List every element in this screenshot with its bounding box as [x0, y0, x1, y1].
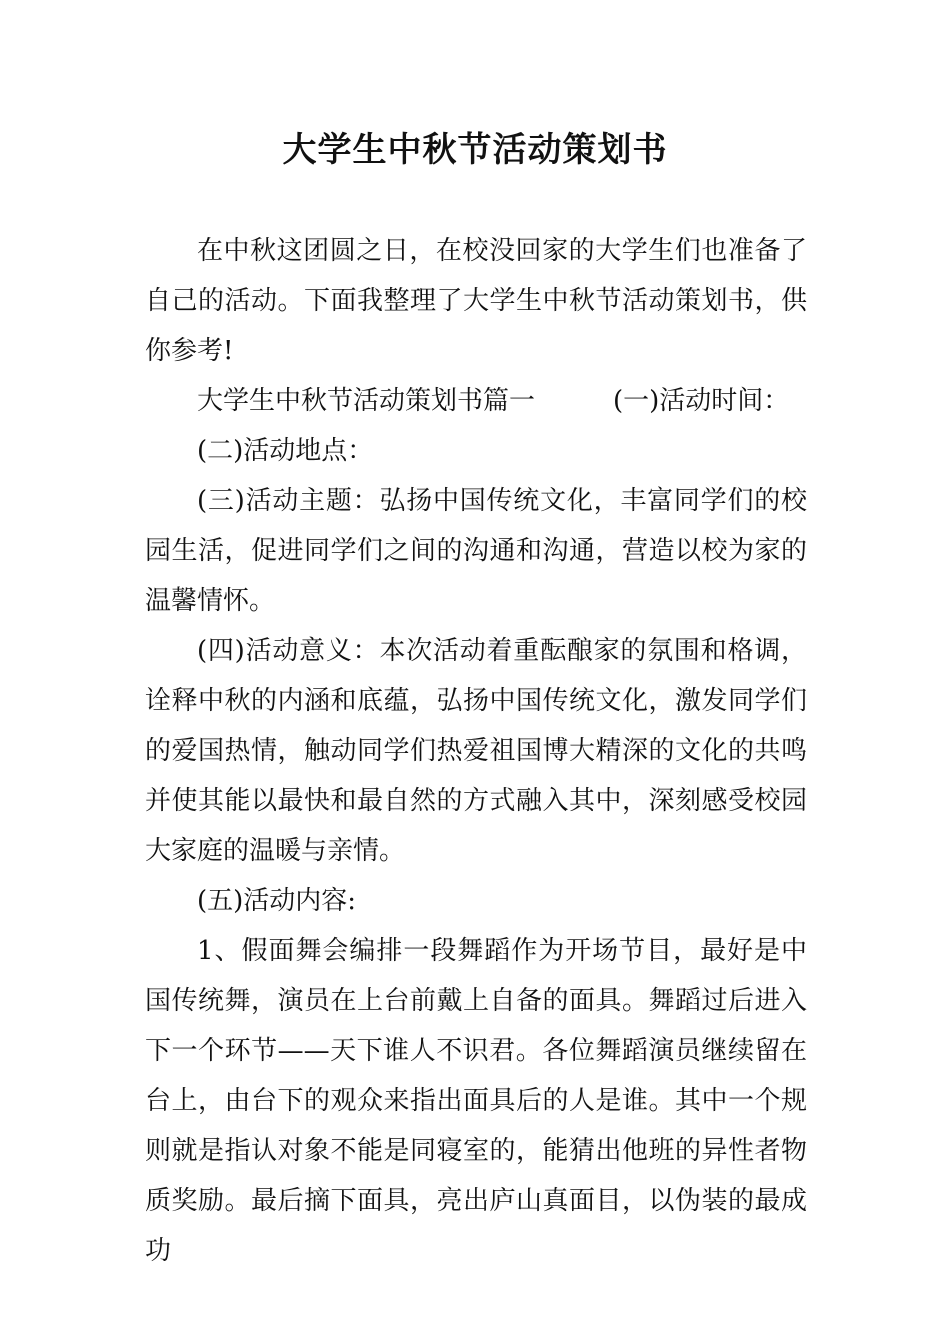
item-activity-time: (一)活动时间： — [613, 386, 790, 416]
intro-paragraph: 在中秋这团圆之日，在校没回家的大学生们也准备了自己的活动。下面我整理了大学生中秋节活动策划书，供你参考! — [145, 236, 807, 366]
item-activity-content: (五)活动内容: — [197, 886, 357, 916]
item-activity-place: (二)活动地点： — [197, 436, 374, 466]
item-activity-meaning: (四)活动意义：本次活动着重酝酿家的氛围和格调，诠释中秋的内涵和底蕴，弘扬中国传统文化，激发同学们的爱国热情，触动同学们热爱祖国博大精深的文化的共鸣并使其能以最快和最自然的方式融入其中，深刻感受校园大家庭的温暖与亲情。 — [145, 636, 807, 866]
section-heading: 大学生中秋节活动策划书篇一 — [197, 386, 536, 416]
document-body — [145, 226, 807, 1276]
section-heading-line — [145, 376, 807, 426]
document-title: 大学生中秋节活动策划书 — [282, 130, 668, 170]
item-activity-theme: (三)活动主题：弘扬中国传统文化，丰富同学们的校园生活，促进同学们之间的沟通和沟通，营造以校为家的温馨情怀。 — [145, 486, 807, 616]
content-item-1: 1、假面舞会编排一段舞蹈作为开场节目，最好是中国传统舞，演员在上台前戴上自备的面具。舞蹈过后进入下一个环节——天下谁人不识君。各位舞蹈演员继续留在台上，由台下的观众来指出面具后的人是谁。其中一个规则就是指认对象不能是同寝室的，能猜出他班的异性者物质奖励。最后摘下面具，亮出庐山真面目，以伪装的最成功 — [145, 936, 807, 1266]
